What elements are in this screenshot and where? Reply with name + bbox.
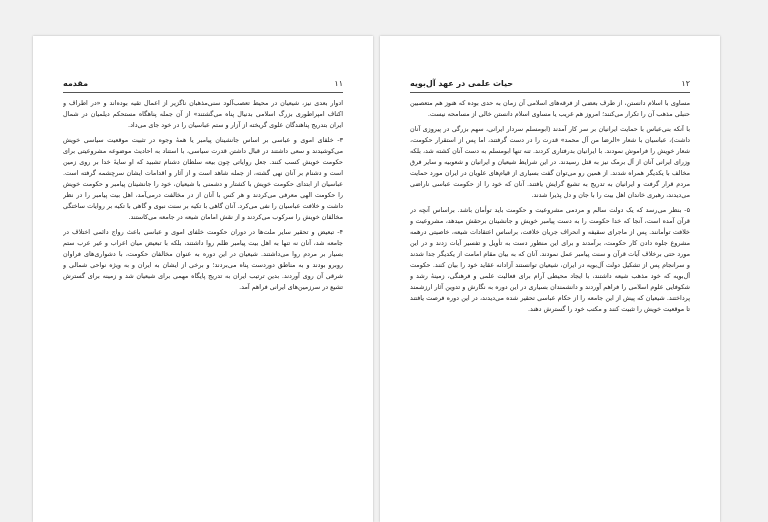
header-rule	[410, 92, 690, 93]
page-header	[63, 74, 343, 88]
paragraph: ۴- تبعیض و تحقیر سایر ملت‌ها در دوران حکومت خلفای اموی و عباسی باعث رواج دائمی اختلاف در جامعه شد، آنان نه تنها به اهل بیت پیامبر ظلم روا داشتند، بلکه با تبعیض میان اعراب و غیر عرب ستم بسیار بر مردم روا می‌داشتند. شیعیان در این دوره به عنوان مخالفان حکومت، با دشواری‌های فراوان روبرو بودند و به مناطق دوردست پناه می‌بردند؛ و برخی از ایشان به ایران و به ویژه نواحی شمالی و شرقی آن روی آوردند. بدین ترتیب ایران به تدریج پایگاه مهمی برای شیعیان شد و زمینه برای گسترش تشیع در سرزمین‌های ایرانی فراهم آمد.	[63, 228, 343, 291]
page-right	[380, 36, 720, 522]
paragraph: مساوی با اسلام دانستن، از طرف بعضی از فرقه‌های اسلامی آن زمان به حدی بوده که هنوز هم متعصبین حنبلی مذهب آن را تکرار می‌کنند؛ امروز هم غریب یا مساوی اسلام دانستن خالی از مسامحه نیست.	[410, 99, 690, 118]
header-rule	[63, 92, 343, 93]
paragraph: با آنکه بنی‌عباس با حمایت ایرانیان بر سر کار آمدند (ابومسلم سردار ایرانی، سهم بزرگی در پیروزی آنان داشت)، عباسیان با شعار «الرضا من آل محمد» قدرت را در دست گرفتند، اما پس از استقرار حکومت، شعار خویش را فراموش نمودند. با ایرانیان بدرفتاری کردند. تنه تنها ابومسلم به دست آنان کشته شد، بلکه وزرای ایرانی آنان از آل برمک نیز به قتل رسیدند. در این شرایط شیعیان و ایرانیان و شعوبیه و سایر فرق مخالف با یکدیگر همراه شدند. از همین رو می‌توان گفت بسیاری از قیام‌های علویان در ایران مورد حمایت مردم قرار گرفت و ایرانیان به تدریج به تشیع گرایش یافتند. آنان که خود را از حکومت عباسی ناراضی می‌دیدند، رهبری خاندان اهل بیت را با جان و دل پذیرا شدند.	[410, 125, 690, 199]
paragraph: ۵- بنظر می‌رسد که یک دولت سالم و مردمی مشروعیت و حکومت باید توأمان باشد. براساس آنچه در قرآن آمده است، آنجا که خدا حکومت را به دست پیامبر خویش و جانشینان برحقش میدهد، مشروعیت و خلافت توأمانند. پس از ماجرای سقیفه و انحراف جریان خلافت، براساس اعتقادات شیعه، خاصیتی درهمه مشروع جلوه دادن کار حکومت، برآمدند و برای این منظور دست به تأویل و تفسیر آیات زدند و در این مورد حتی برخلاف آیات قرآن و سنت پیامبر عمل نمودند. آنان که به بیان مقام امامت از یکدیگر جدا شدند و سرانجام پس از تشکیل دولت آل‌بویه در ایران، شیعیان توانستند آزادانه عقاید خود را بیان کنند. حکومت آل‌بویه که خود مذهب شیعه داشتند، با ایجاد محیطی آرام برای فعالیت علمی و فرهنگی، زمینهٔ رشد و شکوفایی علوم اسلامی را فراهم آوردند و دانشمندان بسیاری در این دوره به نگارش و تدوین آثار ارزشمند پرداختند. شیعیان که پیش از این جامعه را از حکام عباسی تحقیر شده می‌دیدند، در این دوره فرصت یافتند تا موقعیت خویش را تثبیت کنند و مکتب خود را گسترش دهند.	[410, 206, 690, 313]
page-body	[410, 98, 690, 512]
page-number: ۱۱	[334, 79, 343, 88]
paragraph: ادوار بعدی نیز، شیعیان در محیط تعصب‌آلود سنی‌مذهبان ناگزیر از اعمال تقیه بوده‌اند و «در اطراف و اکناف امپراطوری بزرگ اسلامی بدنیال پناه می‌گشتند» از آن جمله پناهگاه مستحکم دیلمیان در شمال ایران بتدریج پناهندگان علوی گریخته از آزار و ستم عباسیان را در خود جای می‌داد.	[63, 99, 343, 129]
paragraph: ۳- خلفای اموی و عباسی بر اساس جانشینان پیامبر یا همهٔ وجوه در تثبیت موقعیت سیاسی خویش می‌کوشیدند و سعی داشتند در قبال داشتن قدرت سیاسی، با استناد به احادیث موضوعه مشروعیتی برای حکومت خویش کسب کنند. جعل روایاتی چون بیعه سلطان دشنام تشبید که او سایهٔ خدا بر روی زمین است و دشنام بر آنان نهی گشته، از جمله شاهد است و از آثار و اقدامات ایشان سرچشمه گرفته است. عباسیان از ابتدای حکومت خویش با کشتار و دشمنی با شیعیان، خود را جانشینان پیامبر و حکومت خویش را حکومت الهی معرفی می‌کردند و هر کس با آنان از در مخالفت درمی‌آمد، اهل بیت پیامبر را در نظر داشت و خلافت عباسیان را نفی می‌کرد. آنان گاهی با تکیه بر سنت نبوی و گاهی با تکیه بر روایات ساختگی مخالفان خویش را سرکوب می‌کردند و از نقش امامان شیعه در جامعه می‌کاستند.	[63, 136, 343, 221]
page-number: ۱۲	[681, 79, 690, 88]
running-title: حیات علمی در عهد آل‌بویه	[410, 79, 514, 88]
page-left	[33, 36, 373, 522]
page-body	[63, 98, 343, 512]
running-title: مقدمه	[63, 79, 89, 88]
page-header	[410, 74, 690, 88]
